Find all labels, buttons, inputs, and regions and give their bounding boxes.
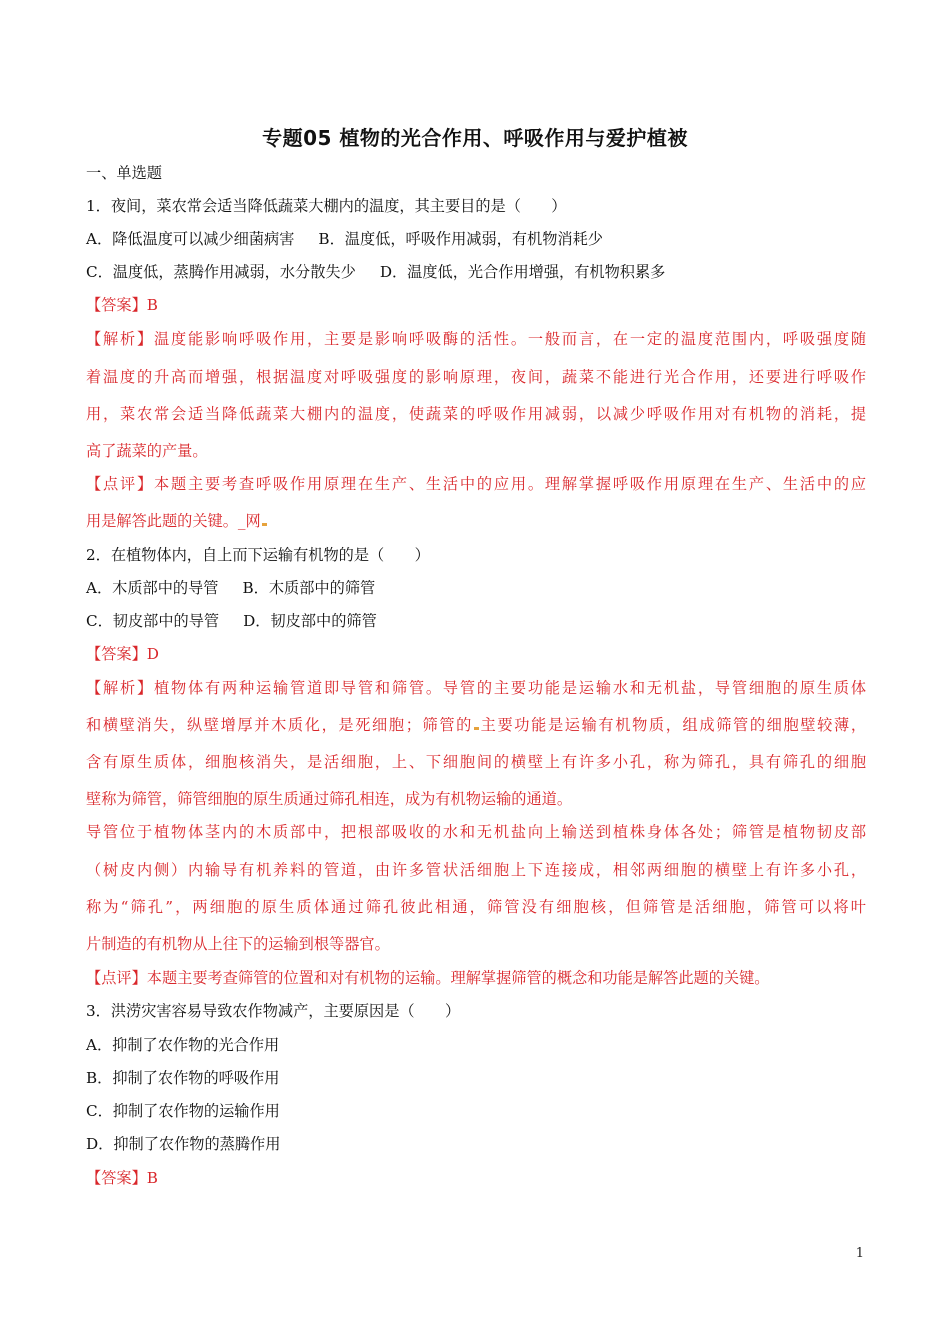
q3-option-a: A．抑制了农作物的光合作用 [86,1036,280,1054]
q2-analysis-part: 和横壁消失，纵壁增厚并木质化，是死细胞；筛管的 [86,716,473,734]
q2-comment: 【点评】本题主要考查筛管的位置和对有机物的运输。理解掌握筛管的概念和功能是解答此题的关键。 [86,969,770,987]
q1-comment-text: 用是解答此题的关键。_网 [86,512,261,530]
q2-option-d: D．韧皮部中的筛管 [243,612,377,630]
q2-analysis-line: 称为“筛孔”，两细胞的原生质体通过筛孔彼此相通，筛管没有细胞核，但筛管是活细胞，筛管可以将叶 [86,898,866,916]
q2-options-row-2 [86,611,866,631]
q2-option-a: A．木质部中的导管 [86,579,219,597]
q1-comment-line [86,511,866,531]
q2-option-c: C．韧皮部中的导管 [86,612,220,630]
q2-options-row-1 [86,578,866,598]
q2-answer: 【答案】D [86,645,159,663]
q3-option-d: D．抑制了农作物的蒸腾作用 [86,1135,281,1153]
q2-analysis-line: 导管位于植物体茎内的木质部中，把根部吸收的水和无机盐向上输送到植株身体各处；筛管是植物韧皮部 [86,823,866,841]
q2-analysis-part: 主要功能是运输有机物质，组成筛管的细胞壁较薄， [479,716,867,734]
q3-answer: 【答案】B [86,1169,158,1187]
q1-options-row-2 [86,262,866,282]
q1-analysis-line: 高了蔬菜的产量。 [86,442,208,460]
q2-analysis-line: （树皮内侧）内输导有机养料的管道，由许多管状活细胞上下连接成，相邻两细胞的横壁上有许多小孔， [86,861,866,879]
q1-analysis-line: 着温度的升高而增强，根据温度对呼吸强度的影响原理，夜间，蔬菜不能进行光合作用，还要进行呼吸作 [86,368,866,386]
q2-option-b: B．木质部中的筛管 [242,579,376,597]
highlight-mark [262,523,267,526]
q2-analysis-line: 含有原生质体，细胞核消失，是活细胞，上、下细胞间的横壁上有许多小孔，称为筛孔，具有筛孔的细胞 [86,753,866,771]
q2-analysis-line: 壁称为筛管，筛管细胞的原生质通过筛孔相连，成为有机物运输的通道。 [86,790,572,808]
q1-comment-line: 【点评】本题主要考查呼吸作用原理在生产、生活中的应用。理解掌握呼吸作用原理在生产、生活中的应 [86,475,866,493]
q1-analysis-line: 【解析】温度能影响呼吸作用，主要是影响呼吸酶的活性。一般而言，在一定的温度范围内，呼吸强度随 [86,330,866,348]
q3-option-c: C．抑制了农作物的运输作用 [86,1102,280,1120]
q1-stem: 1．夜间，菜农常会适当降低蔬菜大棚内的温度，其主要目的是（ ） [86,197,567,215]
q2-analysis-line: 片制造的有机物从上往下的运输到根等器官。 [86,935,390,953]
q1-option-d: D．温度低，光合作用增强，有机物积累多 [379,263,666,281]
q3-stem: 3．洪涝灾害容易导致农作物减产，主要原因是（ ） [86,1002,461,1020]
page-title: 专题05 植物的光合作用、呼吸作用与爱护植被 [262,126,688,150]
q1-options-row-1 [86,229,866,249]
q1-answer: 【答案】B [86,296,158,314]
q1-option-b: B．温度低，呼吸作用减弱，有机物消耗少 [318,230,603,248]
q3-option-b: B．抑制了农作物的呼吸作用 [86,1069,280,1087]
q2-stem: 2．在植物体内，自上而下运输有机物的是（ ） [86,546,430,564]
q1-option-c: C．温度低，蒸腾作用减弱，水分散失少 [86,263,356,281]
q2-analysis-line: 【解析】植物体有两种运输管道即导管和筛管。导管的主要功能是运输水和无机盐，导管细胞的原生质体 [86,679,866,697]
section-heading: 一、单选题 [86,164,162,182]
q1-analysis-line: 用，菜农常会适当降低蔬菜大棚内的温度，使蔬菜的呼吸作用减弱，以减少呼吸作用对有机物的消耗，提 [86,405,866,423]
q2-analysis-line [86,715,866,735]
q1-option-a: A．降低温度可以减少细菌病害 [86,230,295,248]
page-number: 1 [855,1246,864,1261]
